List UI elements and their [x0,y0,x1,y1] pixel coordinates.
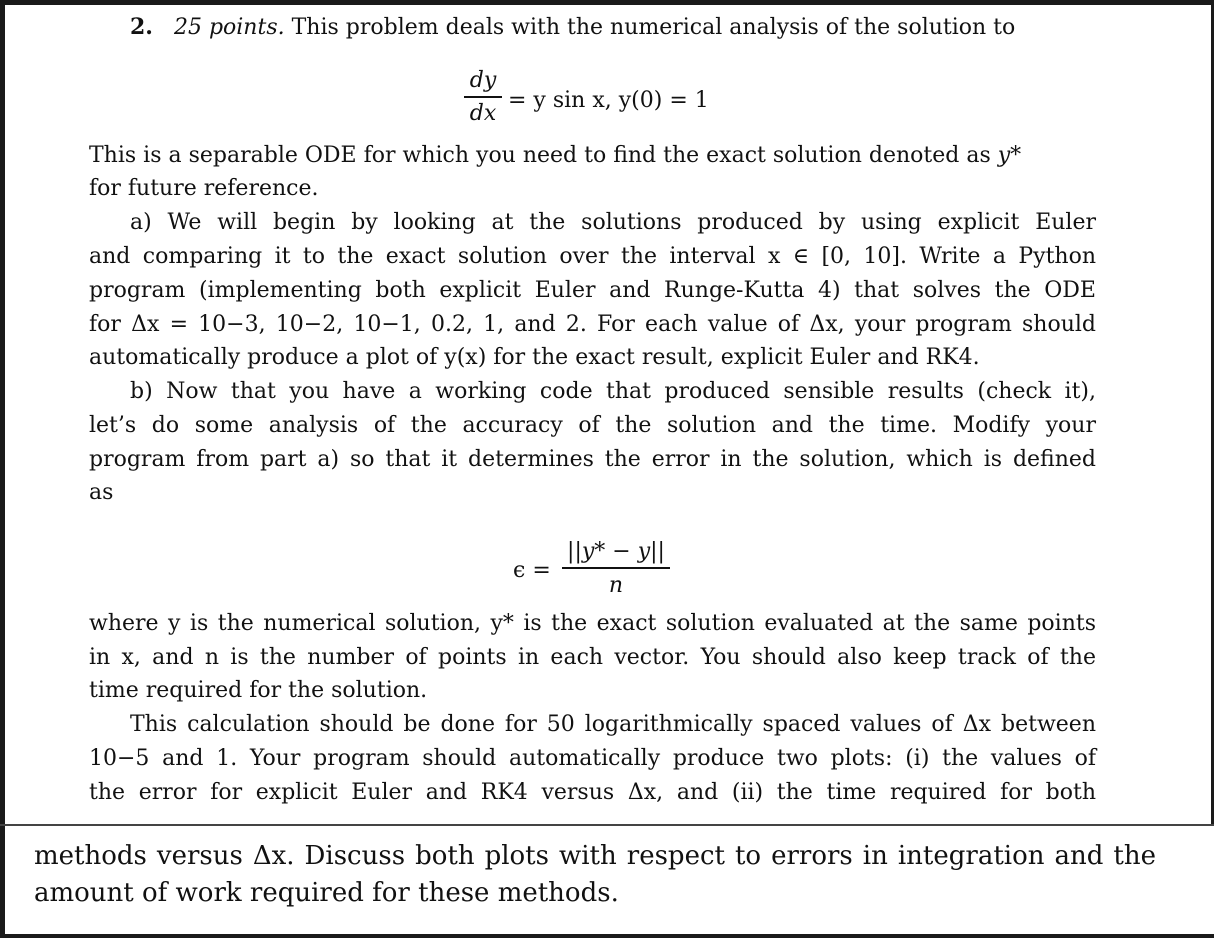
continuation-line-1: methods versus Δx. Discuss both plots with respect to errors in integration and the [34,841,1156,871]
ode-fraction [464,66,502,130]
part-b-line-1: b) Now that you have a working code that produced sensible results (check it), [130,379,1096,404]
continuation-line-2: amount of work required for these methods. [34,878,619,908]
calc-line-1: This calculation should be done for 50 logarithmically spaced values of Δx between [130,712,1096,737]
error-denominator: n [608,572,624,598]
part-b-line-4: as [89,480,114,505]
ode-numerator: dy [469,68,497,93]
bottom-border [0,934,1214,938]
calc-line-3: the error for explicit Euler and RK4 versus Δx, and (ii) the time required for both [89,780,1096,805]
separable-line-1-text: This is a separable ODE for which you need to find the exact solution denoted as [89,143,998,168]
where-line-2: in x, and n is the number of points in each vector. You should also keep track of the [89,645,1096,670]
part-a-line-4: for Δx = 10−3, 10−2, 10−1, 0.2, 1, and 2. For each value of Δx, your program should [89,312,1096,337]
part-b-line-3: program from part a) so that it determines the error in the solution, which is defined [89,447,1096,472]
error-numerator: ||y* − y|| [567,539,665,564]
problem-header [130,10,1015,45]
top-border [0,0,1214,5]
problem-points: 25 points. [173,15,285,40]
separable-line-1 [89,139,1021,173]
left-border [0,0,5,938]
part-a-line-1: a) We will begin by looking at the solutions produced by using explicit Euler [130,210,1096,235]
part-b-line-2: let’s do some analysis of the accuracy of the solution and the time. Modify your [89,413,1096,438]
problem-intro: This problem deals with the numerical analysis of the solution to [291,15,1016,40]
where-line-1: where y is the numerical solution, y* is the exact solution evaluated at the same points [89,611,1096,636]
exact-solution-symbol: y* [997,143,1022,168]
ode-rhs: = y sin x, y(0) = 1 [508,88,709,113]
where-line-3: time required for the solution. [89,678,428,703]
part-a-line-3: program (implementing both explicit Euler and Runge-Kutta 4) that solves the ODE [89,278,1096,303]
error-fraction [562,537,670,603]
problem-number: 2. [130,14,153,40]
calc-line-2: 10−5 and 1. Your program should automatically produce two plots: (i) the values of [89,746,1096,771]
error-lhs: ϵ = [513,558,551,583]
part-a-line-5: automatically produce a plot of y(x) for the exact result, explicit Euler and RK4. [89,345,980,370]
ode-denominator: dx [469,100,497,126]
separable-line-2: for future reference. [89,176,319,201]
page-divider [0,824,1214,826]
part-a-line-2: and comparing it to the exact solution over the interval x ∈ [0, 10]. Write a Python [89,244,1096,269]
